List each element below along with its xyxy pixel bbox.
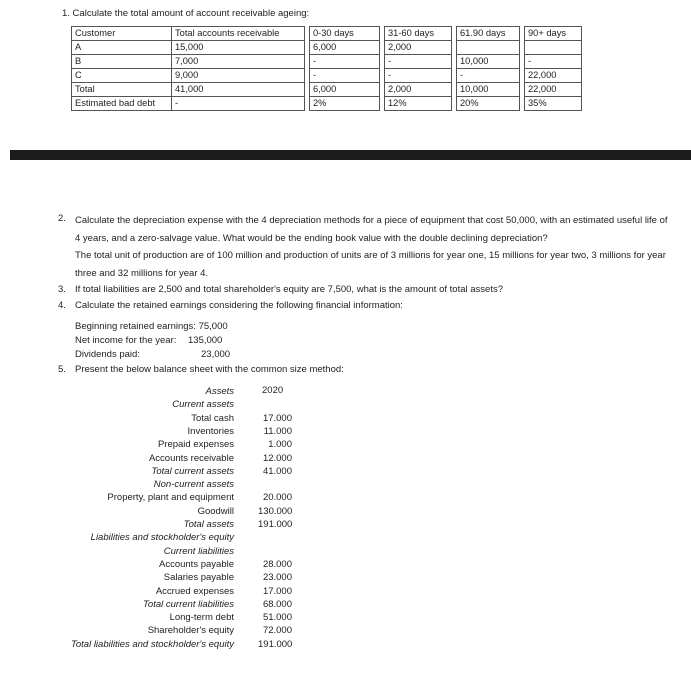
balance-label: Long-term debt xyxy=(169,612,234,624)
balance-value: 191.000 xyxy=(258,638,293,650)
page-divider xyxy=(10,150,691,160)
ageing-header-cell: 31-60 days xyxy=(385,27,452,41)
ageing-header-cell: 0-30 days xyxy=(310,27,380,41)
balance-label: Non-current assets xyxy=(153,479,234,491)
top-page xyxy=(0,0,691,150)
ageing-cell: - xyxy=(172,97,305,111)
balance-row xyxy=(0,571,691,584)
ageing-row xyxy=(72,69,582,83)
ageing-cell: - xyxy=(310,55,380,69)
ageing-cell: - xyxy=(310,69,380,83)
balance-row xyxy=(0,438,691,451)
balance-value: 1.000 xyxy=(268,439,292,451)
ageing-header-row xyxy=(72,27,582,41)
balance-value: 17.000 xyxy=(262,585,292,597)
question-2: 2. xyxy=(58,213,66,224)
ageing-cell: 9,000 xyxy=(172,69,305,83)
balance-label: Accrued expenses xyxy=(155,585,234,597)
balance-value: 28.000 xyxy=(262,558,292,570)
ageing-cell: 15,000 xyxy=(172,41,305,55)
ageing-cell: - xyxy=(385,55,452,69)
balance-row xyxy=(0,611,691,624)
ageing-cell: 2% xyxy=(310,97,380,111)
balance-label: Prepaid expenses xyxy=(157,439,234,451)
question-3-text: If total liabilities are 2,500 and total shareholder's equity are 7,500, what is the amount of total assets? xyxy=(75,284,503,295)
ageing-cell: Estimated bad debt xyxy=(72,97,172,111)
balance-value: 41.000 xyxy=(262,465,292,477)
balance-row xyxy=(0,478,691,491)
balance-label: Total assets xyxy=(183,519,234,530)
ageing-cell: 10,000 xyxy=(457,55,520,69)
ageing-cell: B xyxy=(72,55,172,69)
ageing-cell: 22,000 xyxy=(525,69,582,83)
balance-row xyxy=(0,531,691,544)
balance-label: Total liabilities and stockholder's equity xyxy=(70,638,234,650)
ageing-cell: 6,000 xyxy=(310,83,380,97)
balance-label: Assets xyxy=(205,386,234,397)
balance-value: 20.000 xyxy=(262,492,292,504)
ageing-header-cell: Customer xyxy=(72,27,172,41)
balance-label: Liabilities and stockholder's equity xyxy=(90,532,234,544)
balance-row xyxy=(0,412,691,425)
ageing-cell: 10,000 xyxy=(457,83,520,97)
ageing-header-cell: 90+ days xyxy=(525,27,582,41)
balance-label: Total current liabilities xyxy=(143,598,234,610)
balance-row xyxy=(0,398,691,411)
question-3-num: 3. xyxy=(58,284,66,295)
ageing-cell: 12% xyxy=(385,97,452,111)
balance-year: 2020 xyxy=(262,385,284,396)
ageing-table xyxy=(71,26,582,111)
balance-row xyxy=(0,585,691,598)
balance-row xyxy=(0,491,691,504)
ageing-cell: A xyxy=(72,41,172,55)
balance-value: 72.000 xyxy=(262,625,292,637)
balance-row xyxy=(0,558,691,571)
balance-value: 11.000 xyxy=(263,425,292,437)
question-5-text: Present the below balance sheet with the common size method: xyxy=(75,364,344,375)
retained-beginning: Beginning retained earnings: 75,000 xyxy=(75,321,228,332)
question-4-text: Calculate the retained earnings considering the following financial information: xyxy=(75,300,403,311)
bottom-page xyxy=(0,160,691,700)
balance-value: 68.000 xyxy=(262,598,292,610)
balance-row xyxy=(0,505,691,518)
ageing-row xyxy=(72,97,582,111)
balance-value: 12.000 xyxy=(262,452,292,464)
ageing-cell: 22,000 xyxy=(525,83,582,97)
ageing-header-cell: 61.90 days xyxy=(457,27,520,41)
question-4-num: 4. xyxy=(58,300,66,311)
balance-row xyxy=(0,425,691,438)
balance-row xyxy=(0,465,691,478)
ageing-cell: - xyxy=(385,69,452,83)
ageing-cell: 20% xyxy=(457,97,520,111)
net-income-label: Net income for the year: xyxy=(75,335,177,346)
ageing-cell: Total xyxy=(72,83,172,97)
balance-label: Current assets xyxy=(172,399,234,411)
balance-row xyxy=(0,385,691,398)
ageing-cell: - xyxy=(525,55,582,69)
balance-value: 51.000 xyxy=(262,612,292,624)
question-2-text: Calculate the depreciation expense with the 4 depreciation methods for a piece of equipment that cost 50,000, with an estimated useful life of 4 years, and a zero-salvage value. What would be the ending book value with the double declining depreciation? xyxy=(75,215,668,244)
balance-value: 130.000 xyxy=(258,505,293,517)
balance-row xyxy=(0,452,691,465)
balance-label: Property, plant and equipment xyxy=(107,492,234,504)
ageing-cell xyxy=(457,41,520,55)
balance-label: Shareholder's equity xyxy=(147,625,234,637)
ageing-cell: - xyxy=(457,69,520,83)
balance-label: Goodwill xyxy=(197,505,234,517)
balance-label: Accounts payable xyxy=(159,558,234,570)
balance-row xyxy=(0,545,691,558)
balance-label: Accounts receivable xyxy=(148,452,234,464)
ageing-cell: 6,000 xyxy=(310,41,380,55)
ageing-cell: C xyxy=(72,69,172,83)
ageing-cell: 35% xyxy=(525,97,582,111)
balance-label: Total cash xyxy=(191,412,234,424)
balance-value: 191.000 xyxy=(258,519,293,530)
question-2-text2: The total unit of production are of 100 million and production of units are of 3 millions for year one, 15 millions for year two, 3 millions for year three and 32 millions for year 4. xyxy=(75,250,666,279)
ageing-cell xyxy=(525,41,582,55)
ageing-row xyxy=(72,83,582,97)
ageing-cell: 41,000 xyxy=(172,83,305,97)
ageing-row xyxy=(72,41,582,55)
balance-label: Total current assets xyxy=(151,465,234,477)
ageing-cell: 2,000 xyxy=(385,83,452,97)
balance-row xyxy=(0,598,691,611)
ageing-row xyxy=(72,55,582,69)
dividends-value: 23,000 xyxy=(201,349,231,360)
balance-row xyxy=(0,638,691,651)
balance-label: Current liabilities xyxy=(163,545,234,557)
ageing-cell: 7,000 xyxy=(172,55,305,69)
question-1-title: 1. Calculate the total amount of account receivable ageing: xyxy=(62,8,310,19)
question-5-num: 5. xyxy=(58,364,66,375)
balance-value: 17.000 xyxy=(262,412,292,424)
balance-label: Salaries payable xyxy=(163,572,234,584)
net-income-value: 135,000 xyxy=(188,335,223,346)
balance-value: 23.000 xyxy=(262,572,292,584)
ageing-header-cell: Total accounts receivable xyxy=(172,27,305,41)
balance-row xyxy=(0,518,691,531)
dividends-label: Dividends paid: xyxy=(75,349,140,360)
balance-label: Inventories xyxy=(187,425,234,437)
balance-row xyxy=(0,624,691,637)
ageing-cell: 2,000 xyxy=(385,41,452,55)
